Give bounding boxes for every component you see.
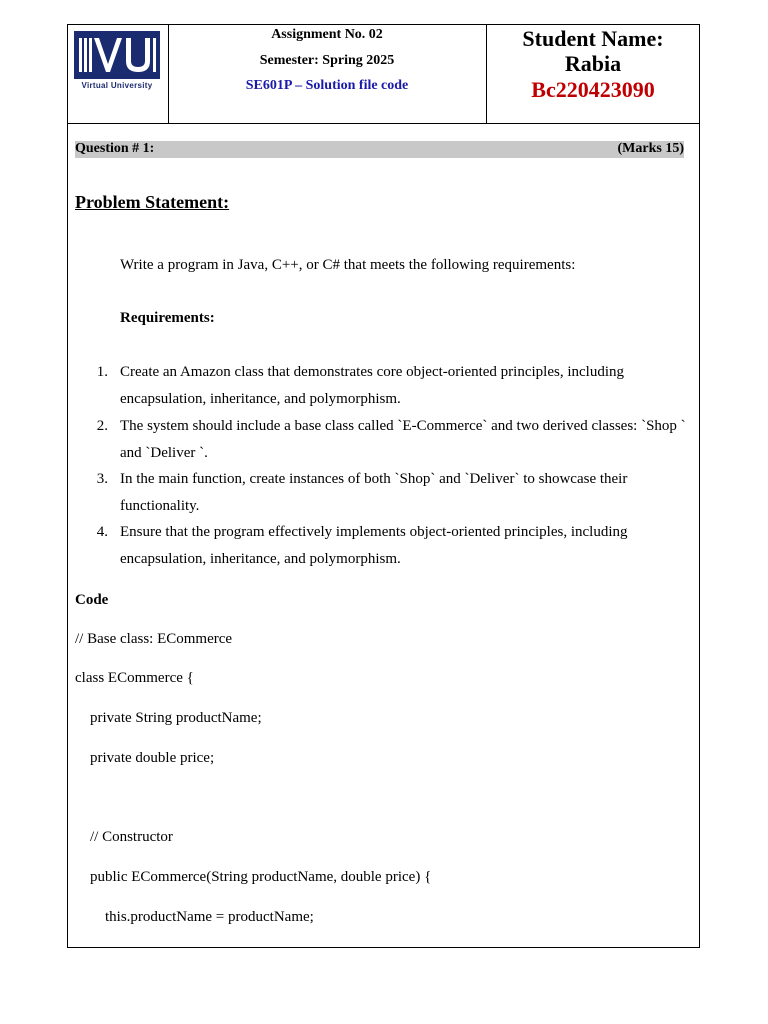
req-line: Create an Amazon class that demonstrates core object-oriented principles, including bbox=[120, 364, 624, 380]
req-number: 4. bbox=[96, 524, 108, 540]
code-line: public ECommerce(String productName, double price) { bbox=[90, 869, 432, 885]
semester: Semester: Spring 2025 bbox=[259, 53, 395, 68]
code-line: private String productName; bbox=[90, 710, 262, 726]
student-name: Rabia bbox=[564, 51, 622, 76]
req-line: encapsulation, inheritance, and polymorphism. bbox=[120, 391, 401, 407]
code-line: // Base class: ECommerce bbox=[75, 631, 233, 647]
question-marks: (Marks 15) bbox=[617, 141, 684, 156]
requirements-heading: Requirements: bbox=[120, 310, 215, 326]
req-line: functionality. bbox=[120, 498, 200, 514]
course-title: SE601P – Solution file code bbox=[245, 78, 409, 93]
code-line: // Constructor bbox=[90, 829, 173, 845]
req-line: and `Deliver `. bbox=[120, 445, 208, 461]
code-line: private double price; bbox=[90, 750, 215, 766]
question-label: Question # 1: bbox=[75, 141, 155, 156]
logo-cell bbox=[68, 25, 169, 123]
assignment-number: Assignment No. 02 bbox=[271, 27, 383, 42]
req-line: In the main function, create instances of both `Shop` and `Deliver` to showcase their bbox=[120, 471, 628, 487]
header-table bbox=[68, 25, 699, 124]
code-heading: Code bbox=[75, 592, 109, 608]
vu-logo bbox=[74, 31, 160, 93]
vu-logo-mark bbox=[74, 31, 160, 79]
req-line: Ensure that the program effectively implements object-oriented principles, including bbox=[120, 524, 628, 540]
req-line: The system should include a base class called `E-Commerce` and two derived classes: `Shop ` bbox=[120, 418, 686, 434]
question-bar bbox=[75, 141, 684, 158]
code-line: class ECommerce { bbox=[75, 670, 194, 686]
vu-logo-subtitle: Virtual University bbox=[81, 81, 153, 90]
student-id: Bc220423090 bbox=[531, 77, 655, 102]
student-info-cell bbox=[487, 25, 699, 123]
req-number: 2. bbox=[96, 418, 108, 434]
student-name-label: Student Name: bbox=[522, 26, 664, 51]
problem-statement-heading: Problem Statement: bbox=[75, 192, 230, 212]
assignment-info-cell bbox=[168, 25, 487, 123]
req-number: 3. bbox=[96, 471, 108, 487]
problem-intro: Write a program in Java, C++, or C# that meets the following requirements: bbox=[120, 257, 576, 273]
req-line: encapsulation, inheritance, and polymorphism. bbox=[120, 551, 401, 567]
req-number: 1. bbox=[96, 364, 108, 380]
code-line: this.productName = productName; bbox=[105, 909, 314, 925]
